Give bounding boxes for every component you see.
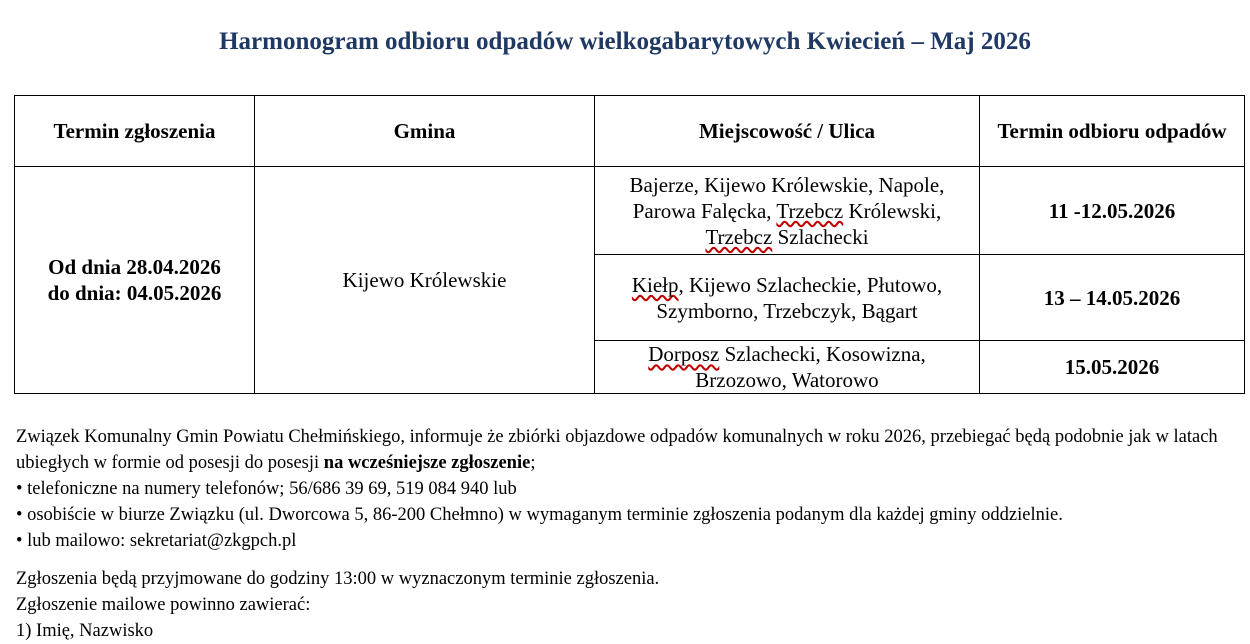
email-contents-item: 1) Imię, Nazwisko [16, 621, 154, 641]
info-paragraph-emphasis: na wcześniejsze zgłoszenie [323, 453, 531, 473]
pickup-date-cell: 13 – 14.05.2026 [980, 255, 1245, 341]
email-contents-note: Zgłoszenie mailowe powinno zawierać: [16, 595, 311, 615]
header-pickup-date: Termin odbioru odpadów [980, 96, 1245, 167]
info-paragraph-end: ; [530, 453, 536, 473]
info-section [16, 424, 1246, 644]
places-text: Dorposz [648, 342, 720, 366]
pickup-date-cell: 11 -12.05.2026 [980, 167, 1245, 255]
table-row [15, 167, 1245, 255]
places-text: Królewski, [843, 198, 942, 223]
bullet-phone: • telefoniczne na numery telefonów; 56/686 39 69, 519 084 940 lub [16, 479, 517, 499]
gmina-cell: Kijewo Królewskie [255, 167, 595, 394]
places-text: Szlachecki, Kosowizna, Brzozowo, Watorowo [695, 342, 926, 392]
places-text: Szlachecki [772, 224, 869, 249]
places-text: Bajerze, Kijewo Królewskie, Napole, Parowa Falęcka, [629, 172, 945, 223]
registration-period-cell [15, 167, 255, 394]
bullet-in-person: • osobiście w biurze Związku (ul. Dworcowa 5, 86-200 Chełmno) w wymaganym terminie zgłoszenia podanym dla każdej gminy oddzielnie. [16, 505, 1063, 525]
registration-to: do dnia: 04.05.2026 [47, 281, 222, 305]
places-cell [595, 341, 980, 394]
pickup-date-cell: 15.05.2026 [980, 341, 1245, 394]
places-cell [595, 167, 980, 255]
places-text: Trzebcz [705, 224, 773, 249]
registration-from: Od dnia 28.04.2026 [48, 255, 221, 279]
header-locality-street: Miejscowość / Ulica [595, 96, 980, 167]
places-text: , Kijewo Szlacheckie, Płutowo, Szymborno, Trzebczyk, Bągart [656, 272, 943, 323]
places-cell [595, 255, 980, 341]
bullet-email: • lub mailowo: sekretariat@zkgpch.pl [16, 531, 297, 551]
header-registration-term: Termin zgłoszenia [15, 96, 255, 167]
header-gmina: Gmina [255, 96, 595, 167]
hours-note: Zgłoszenia będą przyjmowane do godziny 13:00 w wyznaczonym terminie zgłoszenia. [16, 569, 660, 589]
places-text: Trzebcz [776, 198, 844, 223]
info-paragraph [16, 424, 1246, 476]
places-text: Kiełp [631, 272, 679, 297]
schedule-table [14, 95, 1245, 394]
info-paragraph-text: Związek Komunalny Gmin Powiatu Chełmińskiego, informuje że zbiórki objazdowe odpadów komunalnych w roku 2026, przebiegać będą podobnie jak w latach ubiegłych w formie od posesji do posesji [16, 427, 1218, 473]
page-title: Harmonogram odbioru odpadów wielkogabarytowych Kwiecień – Maj 2026 [219, 28, 1031, 55]
table-header-row [15, 96, 1245, 167]
